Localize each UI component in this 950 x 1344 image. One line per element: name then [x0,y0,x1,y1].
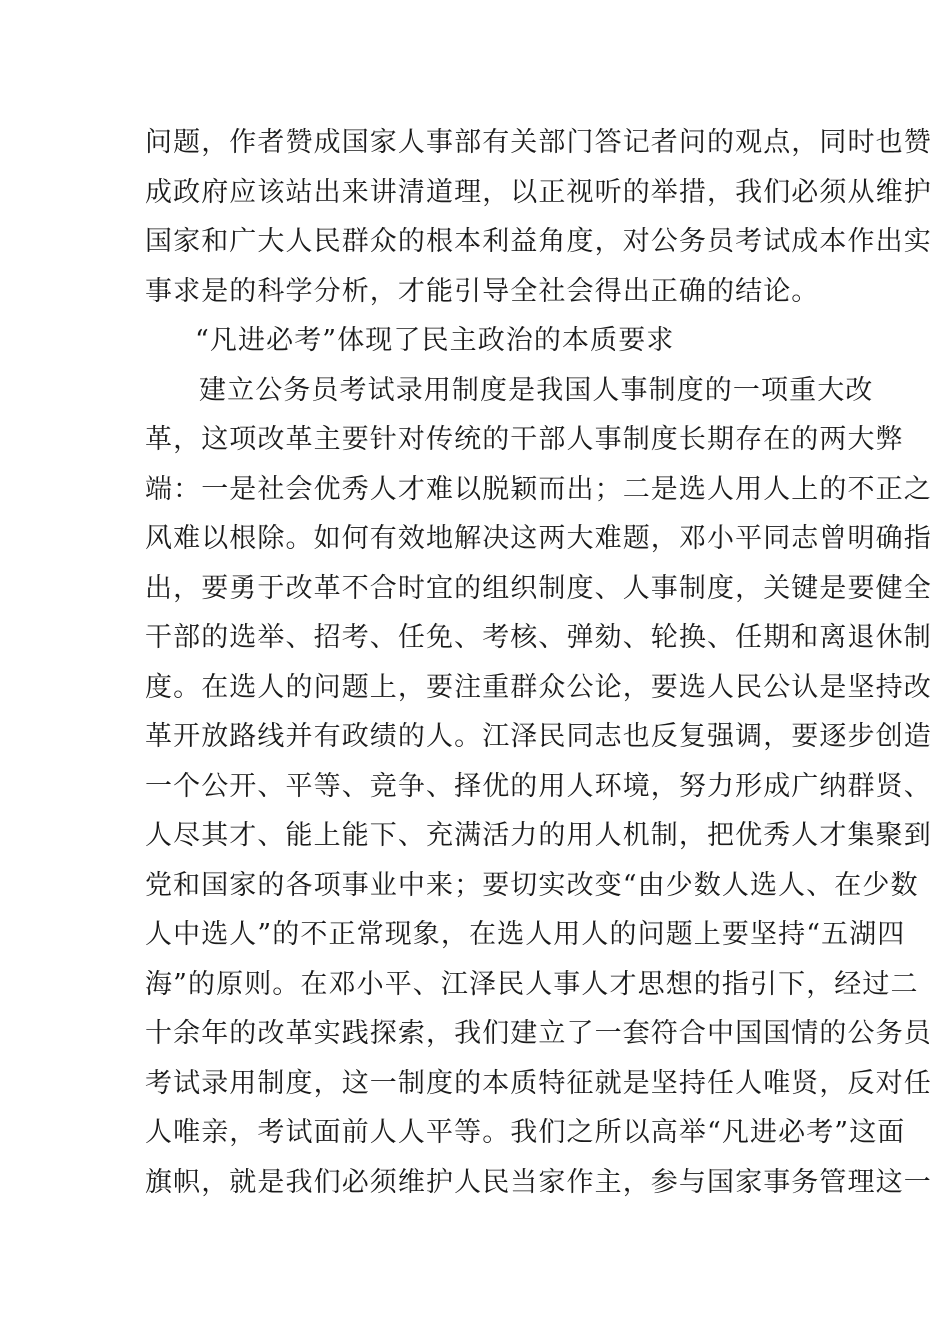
paragraph-line: 革，这项改革主要针对传统的干部人事制度长期存在的两大弊 [145,424,904,455]
paragraph-line: 出，要勇于改革不合时宜的组织制度、人事制度，关键是要健全 [145,572,932,604]
paragraph-line: 海”的原则。在邓小平、江泽民人事人才思想的指引下，经过二 [145,968,919,1000]
paragraph-line: 度。在选人的问题上，要注重群众公论，要选人民公认是坚持改 [145,671,932,703]
paragraph-line: 人中选人”的不正常现象，在选人用人的问题上要坚持“五湖四 [145,919,906,950]
paragraph-line: 端：一是社会优秀人才难以脱颖而出；二是选人用人上的不正之 [145,473,932,505]
paragraph-line: 人尽其才、能上能下、充满活力的用人机制，把优秀人才集聚到 [145,820,932,851]
paragraph-line: 成政府应该站出来讲清道理，以正视听的举措，我们必须从维护 [145,176,932,208]
document-body [145,118,932,1207]
paragraph-line: 革开放路线并有政绩的人。江泽民同志也反复强调，要逐步创造 [145,721,932,752]
paragraph-line: 一个公开、平等、竞争、择优的用人环境，努力形成广纳群贤、 [145,770,932,802]
paragraph-line: 建立公务员考试录用制度是我国人事制度的一项重大改 [199,374,874,406]
paragraph-line: 人唯亲，考试面前人人平等。我们之所以高举“凡进必考”这面 [145,1117,906,1148]
section-heading: “凡进必考”体现了民主政治的本质要求 [195,325,675,356]
paragraph-line: 旗帜，就是我们必须维护人民当家作主，参与国家事务管理这一 [145,1166,932,1198]
paragraph-line: 风难以根除。如何有效地解决这两大难题，邓小平同志曾明确指 [145,523,932,554]
paragraph-line: 问题，作者赞成国家人事部有关部门答记者问的观点，同时也赞 [145,127,932,158]
paragraph-line: 国家和广大人民群众的根本利益角度，对公务员考试成本作出实 [145,226,932,257]
paragraph-line: 十余年的改革实践探索，我们建立了一套符合中国国情的公务员 [145,1018,932,1049]
paragraph-line: 干部的选举、招考、任免、考核、弹劾、轮换、任期和离退休制 [145,622,932,653]
paragraph-line: 考试录用制度，这一制度的本质特征就是坚持任人唯贤，反对任 [145,1067,932,1099]
paragraph-line: 党和国家的各项事业中来；要切实改变“由少数人选人、在少数 [145,869,919,901]
paragraph-line: 事求是的科学分析，才能引导全社会得出正确的结论。 [145,275,820,307]
